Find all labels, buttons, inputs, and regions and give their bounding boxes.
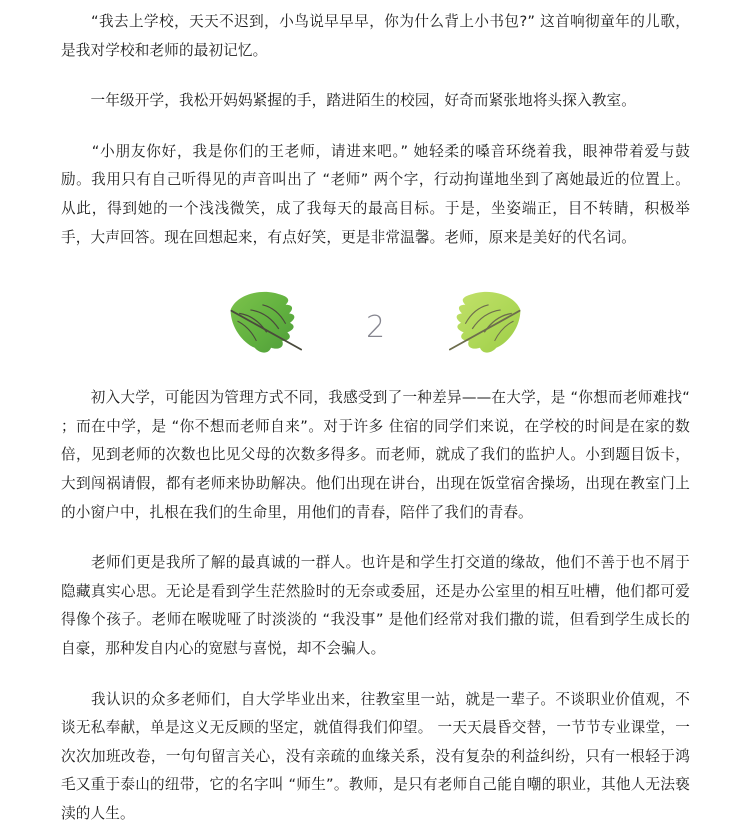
leaf-icon-right xyxy=(443,287,529,357)
paragraph-4: 初入大学，可能因为管理方式不同，我感受到了一种差异——在大学，是 “你想而老师难找“ ；而在中学，是 “你不想而老师自来”。对于许多 住宿的同学们来说，在学校的时间是在家的数倍，见到老师的次数也比见父母的次数多得多。而老师，就成了我们的监护人。小到题目饭卡，大到闯祸请假，都有老师来协助解决。他们出现在讲台，出现在饭堂宿舍操场，出现在教室门上的小窗户中，扎根在我们的生命里，用他们的青春，陪伴了我们的青春。 xyxy=(61,389,690,521)
leaf-icon-left xyxy=(222,287,308,357)
article-body xyxy=(61,8,690,828)
paragraph-1: “我去上学校，天天不迟到，小鸟说早早早，你为什么背上小书包?” 这首响彻童年的儿歌，是我对学校和老师的最初记忆。 xyxy=(61,13,690,59)
paragraph-5: 老师们更是我所了解的最真诚的一群人。也许是和学生打交道的缘故，他们不善于也不屑于隐藏真实心思。无论是看到学生茫然脸时的无奈或委屈，还是办公室里的相互吐槽，他们都可爱得像个孩子。老师在喉咙哑了时淡淡的 “我没事” 是他们经常对我们撒的谎，但看到学生成长的自豪，那种发自内心的宽慰与喜悦，却不会骗人。 xyxy=(61,554,690,657)
paragraph-3: “小朋友你好，我是你们的王老师，请进来吧。” 她轻柔的嗓音环绕着我，眼神带着爱与鼓励。我用只有自己听得见的声音叫出了 “老师” 两个字，行动拘谨地坐到了离她最近的位置上。从此，得到她的一个浅浅微笑，成了我每天的最高目标。于是，坐姿端正，目不转睛，积极举手，大声回答。现在回想起来，有点好笑，更是非常温馨。老师，原来是美好的代名词。 xyxy=(61,142,690,246)
section-divider xyxy=(61,274,690,370)
paragraph-2: 一年级开学，我松开妈妈紧握的手，踏进陌生的校园，好奇而紧张地将头探入教室。 xyxy=(90,92,637,110)
section-number: 2 xyxy=(365,310,386,346)
paragraph-6: 我认识的众多老师们，自大学毕业出来，往教室里一站，就是一辈子。不谈职业价值观，不谈无私奉献，单是这义无反顾的坚定，就值得我们仰望。 一天天晨昏交替，一节节专业课堂，一次次加班改卷，一句句留言关心，没有亲疏的血缘关系，没有复杂的利益纠纷，只有一根轻于鸿毛又重于泰山的纽带，它的名字叫 “师生”。教师，是只有老师自己能自嘲的职业，其他人无法亵渎的人生。 xyxy=(61,690,690,822)
